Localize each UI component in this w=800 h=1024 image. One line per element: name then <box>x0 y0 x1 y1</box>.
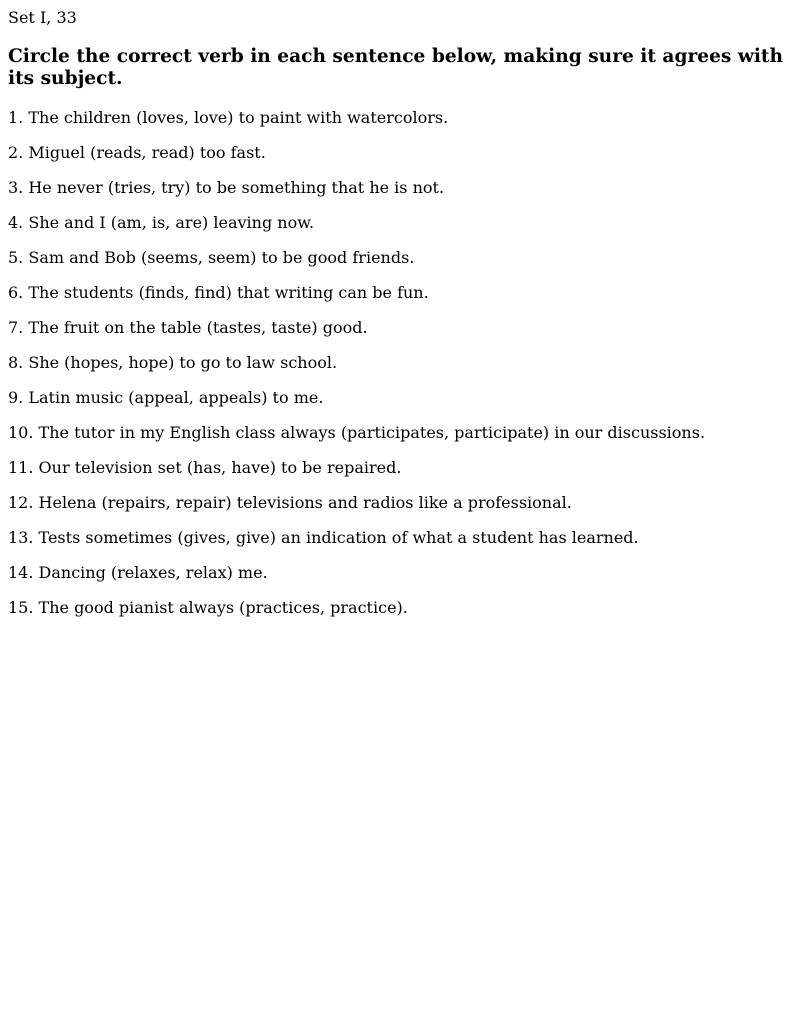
exercise-item-8: 8. She (hopes, hope) to go to law school. <box>8 353 338 372</box>
exercise-item-4: 4. She and I (am, is, are) leaving now. <box>8 213 315 232</box>
exercise-item-7: 7. The fruit on the table (tastes, taste) good. <box>8 318 368 337</box>
exercise-item-10: 10. The tutor in my English class always (participates, participate) in our discussions. <box>8 423 706 442</box>
exercise-item-5: 5. Sam and Bob (seems, seem) to be good friends. <box>8 248 415 267</box>
exercise-item-12: 12. Helena (repairs, repair) televisions and radios like a professional. <box>8 493 572 512</box>
exercise-item-9: 9. Latin music (appeal, appeals) to me. <box>8 388 324 407</box>
exercise-item-14: 14. Dancing (relaxes, relax) me. <box>8 563 268 582</box>
exercise-item-6: 6. The students (finds, find) that writing can be fun. <box>8 283 429 302</box>
exercise-item-15: 15. The good pianist always (practices, practice). <box>8 598 408 617</box>
instructions-heading: Circle the correct verb in each sentence below, making sure it agrees with its subject. <box>8 46 784 89</box>
exercise-item-11: 11. Our television set (has, have) to be repaired. <box>8 458 402 477</box>
set-label: Set I, 33 <box>8 8 77 27</box>
exercise-item-1: 1. The children (loves, love) to paint with watercolors. <box>8 108 449 127</box>
exercise-item-13: 13. Tests sometimes (gives, give) an indication of what a student has learned. <box>8 528 639 547</box>
exercise-item-3: 3. He never (tries, try) to be something that he is not. <box>8 178 445 197</box>
exercise-item-2: 2. Miguel (reads, read) too fast. <box>8 143 266 162</box>
exercise-list <box>8 108 792 617</box>
